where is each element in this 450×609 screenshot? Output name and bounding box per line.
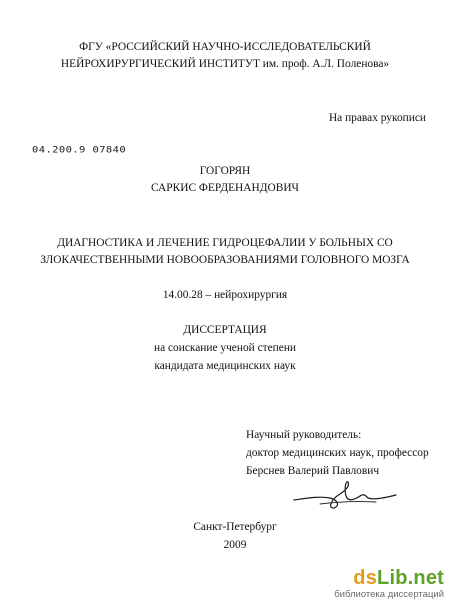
author-surname: ГОГОРЯН (199, 165, 251, 177)
dslib-logo (332, 567, 444, 589)
dissertation-line-2: кандидата медицинских наук (154, 360, 296, 372)
specialty: 14.00.28 – нейрохирургия (162, 289, 288, 301)
logo-lib: Lib (377, 567, 408, 589)
supervisor-label: Научный руководитель: (246, 429, 362, 441)
institution-line-1: ФГУ «РОССИЙСКИЙ НАУЧНО-ИССЛЕДОВАТЕЛЬСКИЙ (79, 41, 371, 53)
logo-net: .net (407, 567, 444, 589)
title-line-2: ЗЛОКАЧЕСТВЕННЫМИ НОВООБРАЗОВАНИЯМИ ГОЛОВНОГО МОЗГА (40, 254, 410, 266)
author-given-names: САРКИС ФЕРДЕНАНДОВИЧ (151, 182, 299, 194)
dslib-watermark[interactable] (332, 567, 444, 605)
dissertation-line-1: на соискание ученой степени (153, 342, 297, 354)
catalog-stamp: 04.200.9 07840 (32, 145, 127, 156)
year: 2009 (223, 539, 247, 551)
manuscript-note: На правах рукописи (328, 112, 426, 124)
dslib-subtitle: библиотека диссертаций (334, 589, 444, 600)
supervisor-credentials: доктор медицинских наук, профессор (246, 447, 429, 459)
supervisor-name: Берснев Валерий Павлович (246, 465, 380, 477)
institution-line-2: НЕЙРОХИРУРГИЧЕСКИЙ ИНСТИТУТ им. проф. А.Л. Поленова» (60, 58, 390, 70)
dissertation-heading: ДИССЕРТАЦИЯ (183, 324, 267, 336)
signature (290, 478, 400, 512)
logo-ds: ds (353, 567, 378, 589)
title-line-1: ДИАГНОСТИКА И ЛЕЧЕНИЕ ГИДРОЦЕФАЛИИ У БОЛЬНЫХ СО (57, 237, 393, 249)
city: Санкт-Петербург (193, 521, 277, 533)
